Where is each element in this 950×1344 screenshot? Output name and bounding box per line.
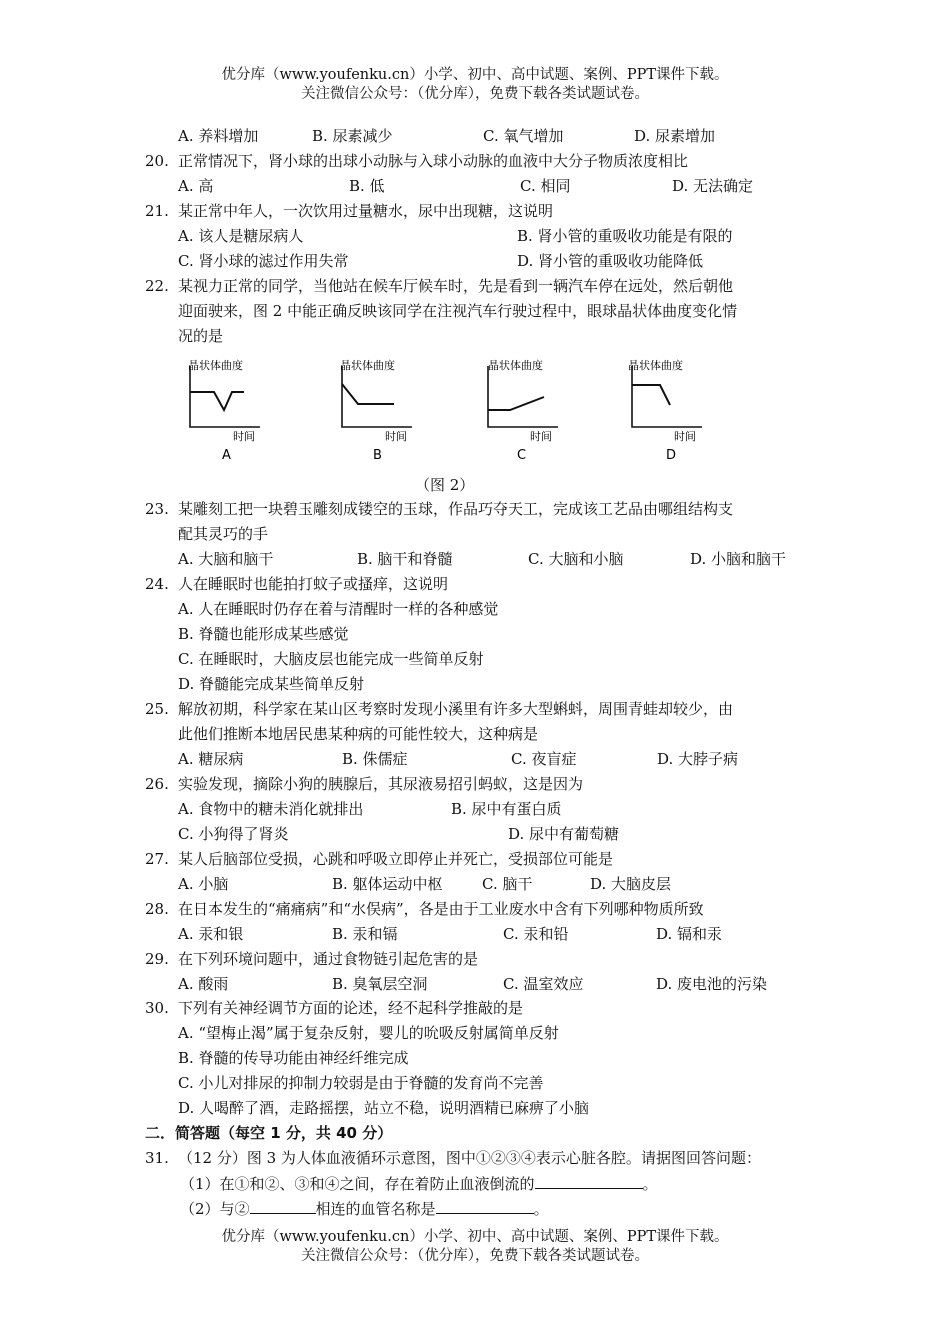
q30-option-b: B. 脊髓的传导功能由神经纤维完成 bbox=[178, 1049, 409, 1067]
graph-d-label: D bbox=[666, 448, 677, 463]
q19-option-b: B. 尿素减少 bbox=[312, 127, 393, 145]
q21-option-b: B. 肾小管的重吸收功能是有限的 bbox=[517, 227, 733, 245]
q22-number: 22. bbox=[145, 277, 169, 295]
q20-option-b: B. 低 bbox=[349, 177, 385, 195]
graph-d-ylabel: 晶状体曲度 bbox=[628, 359, 683, 372]
graph-a-curve bbox=[190, 392, 244, 410]
q23-option-a: A. 大脑和脑干 bbox=[178, 550, 274, 568]
q26-option-c: C. 小狗得了肾炎 bbox=[178, 825, 289, 843]
footer-line-1: 优分库（www.youfenku.cn）小学、初中、高中试题、案例、PPT课件下载。 bbox=[221, 1229, 729, 1245]
q27-number: 27. bbox=[145, 850, 169, 868]
q24-option-c: C. 在睡眠时，大脑皮层也能完成一些简单反射 bbox=[178, 650, 484, 668]
graph-c-axes bbox=[488, 366, 558, 427]
q21-option-d: D. 肾小管的重吸收功能降低 bbox=[517, 252, 704, 270]
q25-number: 25. bbox=[145, 700, 169, 718]
q23-stem-line-2: 配其灵巧的手 bbox=[178, 525, 269, 543]
q20-option-c: C. 相同 bbox=[520, 177, 571, 195]
q28-number: 28. bbox=[145, 900, 169, 918]
graph-a-label: A bbox=[222, 448, 231, 463]
q25-stem-line-2: 此他们推断本地居民患某种病的可能性较大，这种病是 bbox=[178, 725, 539, 743]
header-line-2: 关注微信公众号：（优分库），免费下载各类试题试卷。 bbox=[301, 86, 649, 102]
q25-stem-text-1: 解放初期，科学家在某山区考察时发现小溪里有许多大型蝌蚪，周围青蛙却较少，由 bbox=[178, 700, 734, 718]
q20-option-a: A. 高 bbox=[178, 177, 214, 195]
graph-c-xlabel: 时间 bbox=[530, 430, 552, 443]
q24-number: 24. bbox=[145, 575, 169, 593]
q31-sub-2-end: 。 bbox=[533, 1200, 549, 1218]
graph-b-ylabel: 晶状体曲度 bbox=[340, 359, 395, 372]
q29-number: 29. bbox=[145, 950, 169, 968]
q24-option-b: B. 脊髓也能形成某些感觉 bbox=[178, 625, 349, 643]
q29-option-a: A. 酸雨 bbox=[178, 975, 229, 993]
q24-option-a: A. 人在睡眠时仍存在着与清醒时一样的各种感觉 bbox=[178, 600, 499, 618]
q27-option-d: D. 大脑皮层 bbox=[590, 875, 672, 893]
q28-option-a: A. 汞和银 bbox=[178, 925, 244, 943]
graph-b-curve bbox=[342, 384, 394, 404]
q30-stem bbox=[145, 998, 523, 1018]
q30-option-c: C. 小儿对排尿的抑制力较弱是由于脊髓的发育尚不完善 bbox=[178, 1074, 544, 1092]
q22-stem-line-3: 况的是 bbox=[178, 327, 224, 345]
q29-option-c: C. 温室效应 bbox=[503, 975, 584, 993]
q26-option-a: A. 食物中的糖未消化就排出 bbox=[178, 800, 364, 818]
q31-number: 31. bbox=[145, 1149, 169, 1167]
q31-sub-1-text: （1）在①和②、③和④之间，存在着防止血液倒流的 bbox=[180, 1175, 535, 1193]
q23-option-c: C. 大脑和小脑 bbox=[528, 550, 624, 568]
q22-stem-line-2: 迎面驶来，图 2 中能正确反映该同学在注视汽车行驶过程中，眼球晶状体曲度变化情 bbox=[178, 302, 738, 320]
q20-stem-text: 正常情况下，肾小球的出球小动脉与入球小动脉的血液中大分子物质浓度相比 bbox=[178, 152, 689, 170]
q25-stem-line-1 bbox=[145, 699, 733, 719]
q25-option-d: D. 大脖子病 bbox=[657, 750, 739, 768]
q27-stem bbox=[145, 849, 613, 869]
q31-sub-2 bbox=[180, 1198, 549, 1219]
q25-option-c: C. 夜盲症 bbox=[511, 750, 577, 768]
q31-sub-2-blank-1[interactable] bbox=[250, 1198, 316, 1214]
q30-option-d: D. 人喝醉了酒，走路摇摆，站立不稳，说明酒精已麻痹了小脑 bbox=[178, 1099, 590, 1117]
graph-d-xlabel: 时间 bbox=[674, 430, 696, 443]
q21-stem-text: 某正常中年人，一次饮用过量糖水，尿中出现糖，这说明 bbox=[178, 202, 554, 220]
graph-a bbox=[188, 358, 260, 463]
graph-c bbox=[488, 358, 558, 463]
q23-stem-text-1: 某雕刻工把一块碧玉雕刻成镂空的玉球，作品巧夺天工，完成该工艺品由哪组结构支 bbox=[178, 500, 734, 518]
q20-number: 20. bbox=[145, 152, 169, 170]
q21-option-a: A. 该人是糖尿病人 bbox=[178, 227, 304, 245]
figure-2-caption: （图 2） bbox=[415, 476, 475, 494]
q31-sub-2-text-b: 相连的血管名称是 bbox=[315, 1200, 436, 1218]
q30-number: 30. bbox=[145, 999, 169, 1017]
q28-option-b: B. 汞和镉 bbox=[332, 925, 398, 943]
q25-option-a: A. 糖尿病 bbox=[178, 750, 244, 768]
q26-number: 26. bbox=[145, 775, 169, 793]
graph-c-curve bbox=[488, 397, 544, 410]
q28-stem bbox=[145, 899, 704, 919]
q19-option-d: D. 尿素增加 bbox=[634, 127, 716, 145]
q31-stem-text: （12 分）图 3 为人体血液循环示意图，图中①②③④表示心脏各腔。请据图回答问题： bbox=[178, 1149, 761, 1167]
q26-stem bbox=[145, 774, 583, 794]
q23-option-d: D. 小脑和脑干 bbox=[690, 550, 787, 568]
graph-c-ylabel: 晶状体曲度 bbox=[488, 359, 543, 372]
q29-option-d: D. 废电池的污染 bbox=[656, 975, 768, 993]
q26-stem-text: 实验发现，摘除小狗的胰腺后，其尿液易招引蚂蚁，这是因为 bbox=[178, 775, 584, 793]
q27-option-b: B. 躯体运动中枢 bbox=[332, 875, 443, 893]
figure-2-graphs bbox=[180, 352, 740, 467]
q19-option-a: A. 养料增加 bbox=[178, 127, 259, 145]
q31-sub-1 bbox=[180, 1173, 658, 1194]
q19-option-c: C. 氧气增加 bbox=[483, 127, 564, 145]
graph-d-curve bbox=[632, 385, 670, 405]
q29-stem bbox=[145, 949, 478, 969]
q27-stem-text: 某人后脑部位受损，心跳和呼吸立即停止并死亡，受损部位可能是 bbox=[178, 850, 614, 868]
q24-stem-text: 人在睡眠时也能拍打蚊子或搔痒，这说明 bbox=[178, 575, 449, 593]
q29-option-b: B. 臭氧层空洞 bbox=[332, 975, 428, 993]
graph-b bbox=[340, 358, 412, 463]
q20-option-d: D. 无法确定 bbox=[672, 177, 754, 195]
footer-line-2: 关注微信公众号：（优分库），免费下载各类试题试卷。 bbox=[301, 1248, 649, 1264]
q23-option-b: B. 脑干和脊髓 bbox=[357, 550, 453, 568]
q27-option-c: C. 脑干 bbox=[482, 875, 533, 893]
q29-stem-text: 在下列环境问题中，通过食物链引起危害的是 bbox=[178, 950, 479, 968]
q21-option-c: C. 肾小球的滤过作用失常 bbox=[178, 252, 349, 270]
q23-stem-line-1 bbox=[145, 499, 733, 519]
graph-c-label: C bbox=[517, 448, 527, 463]
q26-option-d: D. 尿中有葡萄糖 bbox=[508, 825, 620, 843]
q31-sub-1-end: 。 bbox=[642, 1175, 658, 1193]
q20-stem bbox=[145, 151, 688, 171]
q31-sub-2-text-a: （2）与② bbox=[180, 1200, 250, 1218]
q28-option-c: C. 汞和铅 bbox=[503, 925, 569, 943]
graph-a-xlabel: 时间 bbox=[233, 430, 255, 443]
q22-stem-text-1: 某视力正常的同学，当他站在候车厅候车时，先是看到一辆汽车停在远处，然后朝他 bbox=[178, 277, 734, 295]
q21-stem bbox=[145, 201, 553, 221]
q25-option-b: B. 侏儒症 bbox=[342, 750, 408, 768]
q31-sub-1-blank[interactable] bbox=[535, 1173, 643, 1189]
q30-stem-text: 下列有关神经调节方面的论述，经不起科学推敲的是 bbox=[178, 999, 524, 1017]
graph-d bbox=[628, 358, 702, 463]
q24-option-d: D. 脊髓能完成某些简单反射 bbox=[178, 675, 365, 693]
q21-number: 21. bbox=[145, 202, 169, 220]
graph-b-xlabel: 时间 bbox=[385, 430, 407, 443]
q28-stem-text: 在日本发生的“痛痛病”和“水俣病”，各是由于工业废水中含有下列哪种物质所致 bbox=[178, 900, 704, 918]
q28-option-d: D. 镉和汞 bbox=[656, 925, 723, 943]
graph-a-axes bbox=[190, 366, 260, 427]
q23-number: 23. bbox=[145, 500, 169, 518]
header-line-1: 优分库（www.youfenku.cn）小学、初中、高中试题、案例、PPT课件下载。 bbox=[221, 67, 729, 83]
section-2-title: 二．简答题（每空 1 分，共 40 分） bbox=[145, 1124, 393, 1142]
graph-d-axes bbox=[632, 366, 702, 427]
q31-stem bbox=[145, 1148, 761, 1168]
q31-sub-2-blank-2[interactable] bbox=[436, 1198, 534, 1214]
graph-b-label: B bbox=[373, 448, 382, 463]
q27-option-a: A. 小脑 bbox=[178, 875, 229, 893]
q22-stem-line-1 bbox=[145, 276, 733, 296]
q30-option-a: A. “望梅止渴”属于复杂反射，婴儿的吮吸反射属简单反射 bbox=[178, 1024, 559, 1042]
q26-option-b: B. 尿中有蛋白质 bbox=[451, 800, 562, 818]
graph-a-ylabel: 晶状体曲度 bbox=[188, 359, 243, 372]
q24-stem bbox=[145, 574, 448, 594]
